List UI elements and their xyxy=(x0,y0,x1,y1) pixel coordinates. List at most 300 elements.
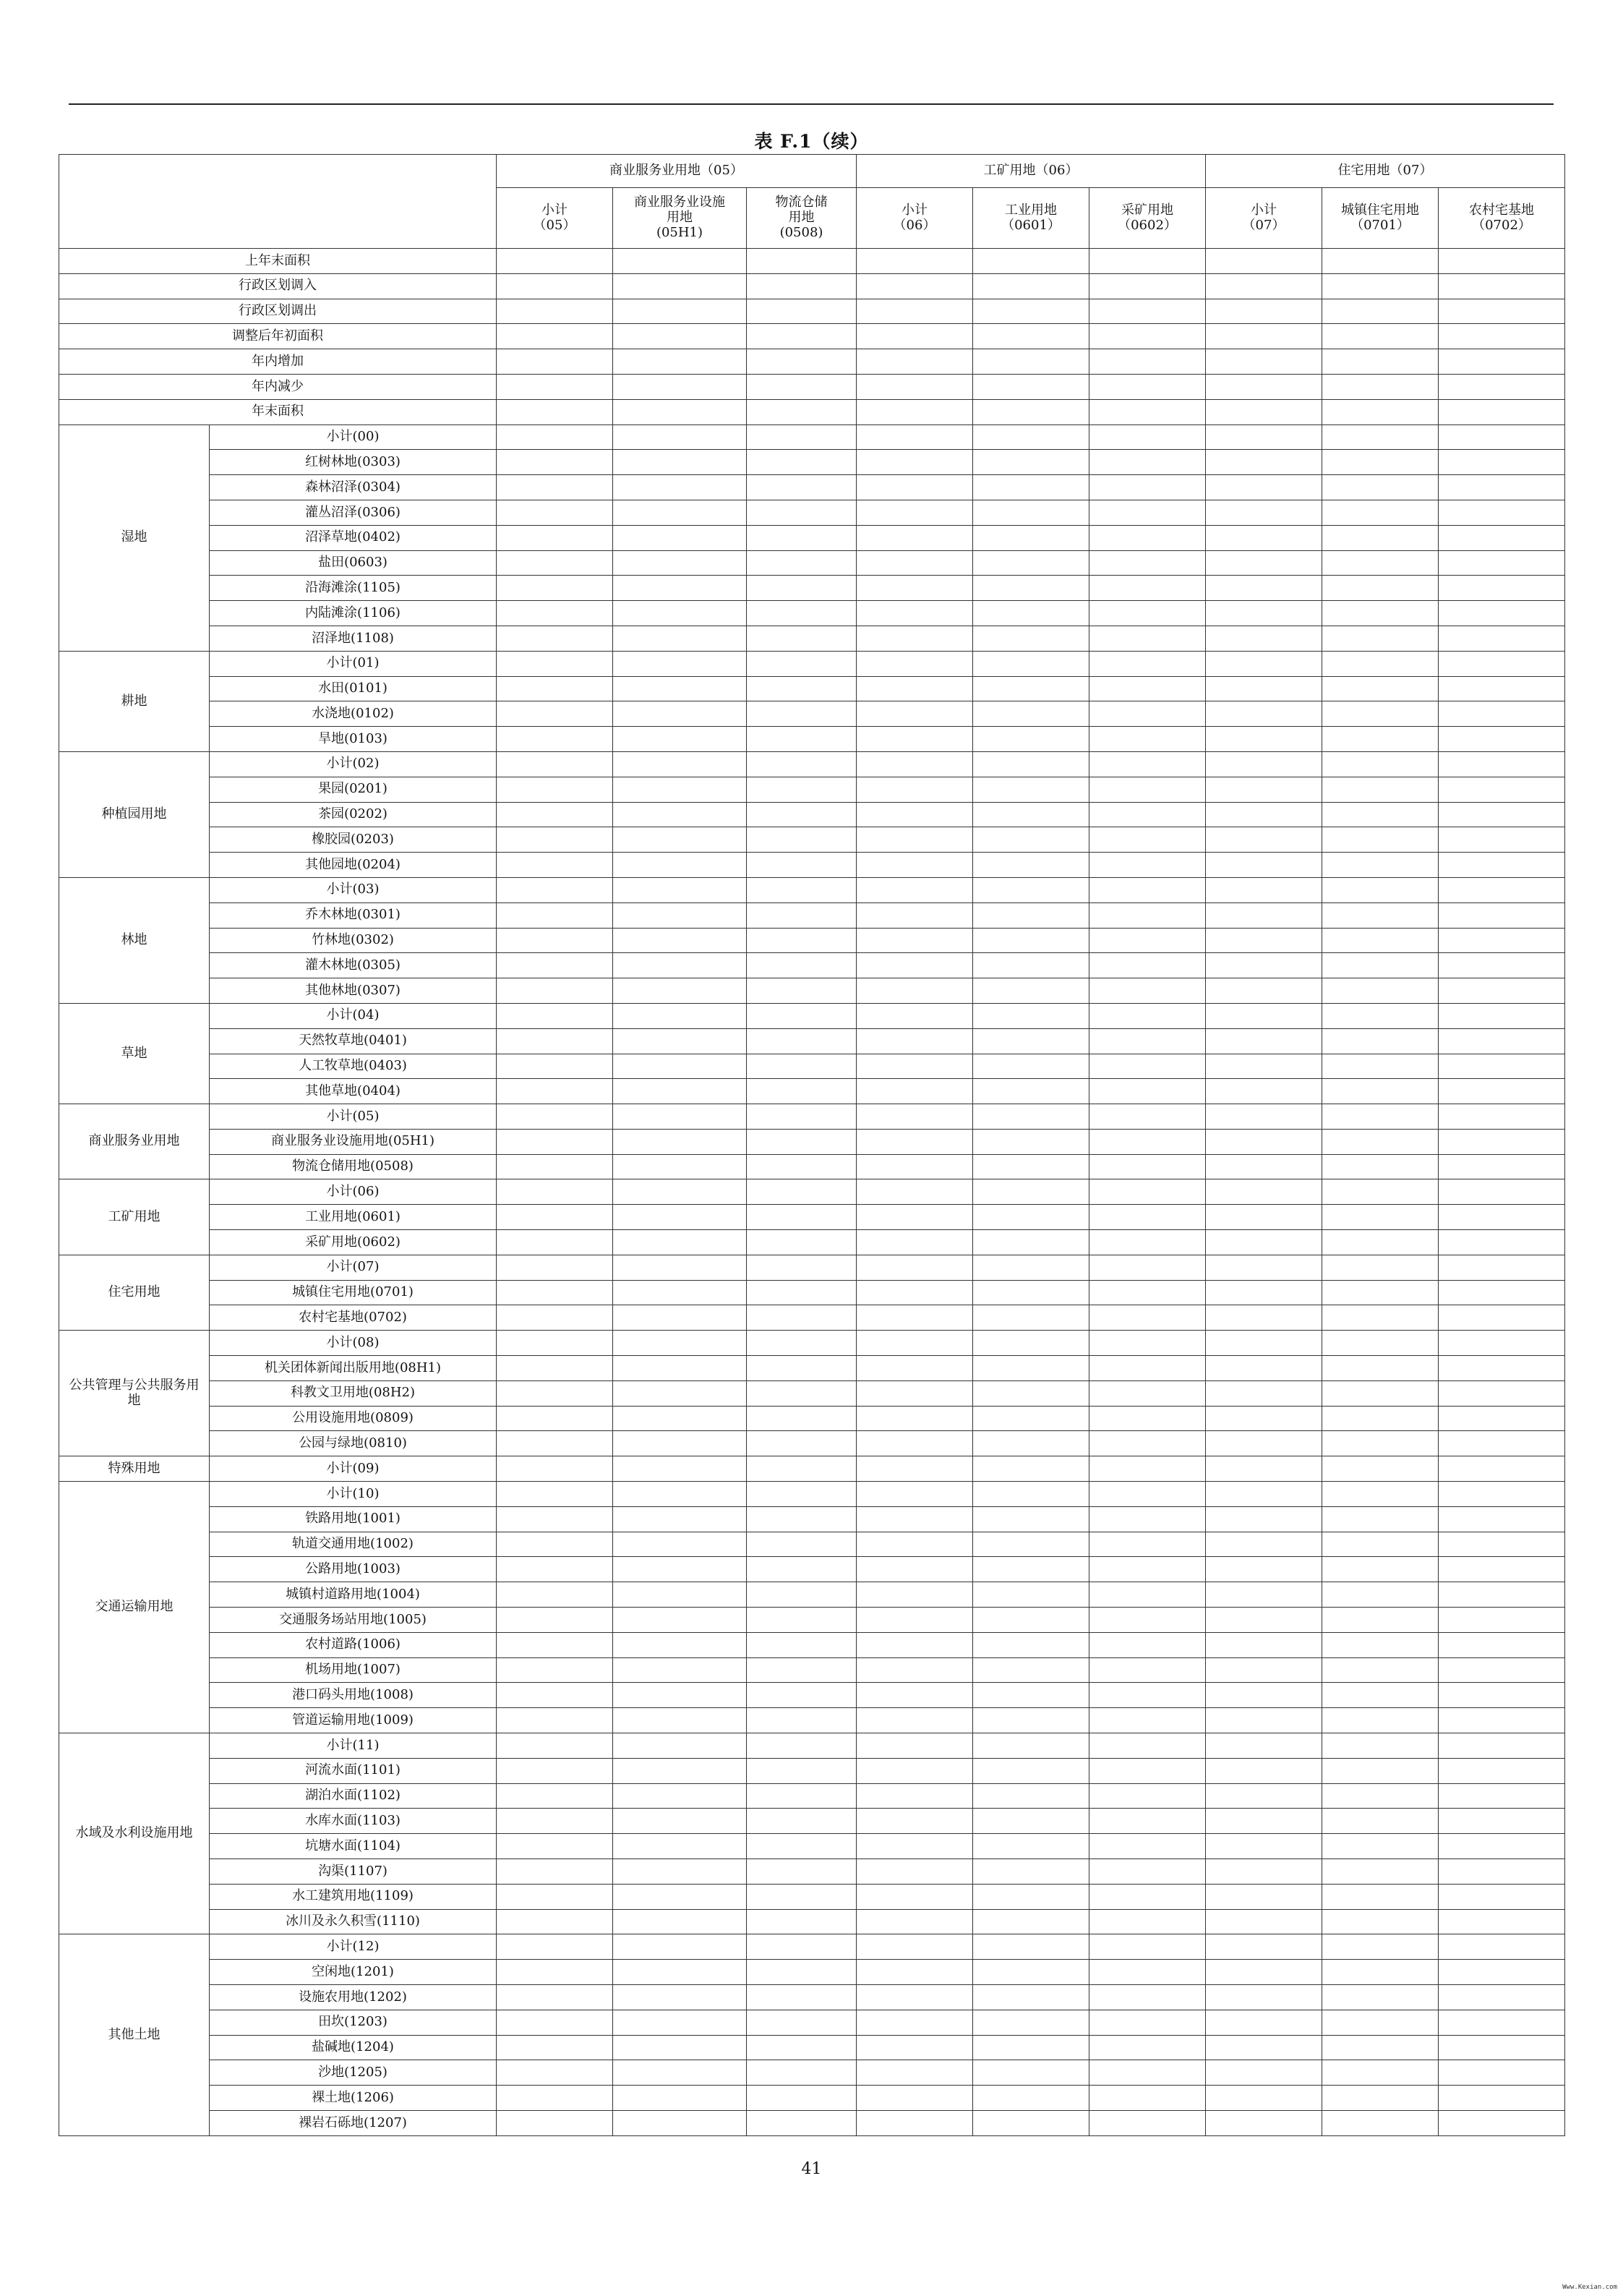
row-label: 小计(07) xyxy=(210,1255,497,1280)
table-cell xyxy=(613,1783,747,1809)
table-cell xyxy=(747,877,857,902)
table-cell xyxy=(747,1331,857,1356)
table-row xyxy=(59,1657,1565,1683)
row-label: 小计(08) xyxy=(210,1331,497,1356)
table-cell xyxy=(1089,827,1206,853)
table-cell xyxy=(1439,249,1565,274)
table-row xyxy=(59,626,1565,651)
table-cell xyxy=(613,374,747,399)
table-cell xyxy=(857,751,973,777)
table-cell xyxy=(747,273,857,299)
table-cell xyxy=(1439,676,1565,701)
table-cell xyxy=(973,1331,1089,1356)
table-cell xyxy=(973,1909,1089,1934)
header-column-line: （0701） xyxy=(1350,217,1410,233)
table-cell xyxy=(1322,2060,1439,2086)
table-cell xyxy=(613,1934,747,1960)
table-cell xyxy=(497,1632,613,1657)
header-column xyxy=(747,188,857,249)
table-cell xyxy=(747,928,857,953)
table-cell xyxy=(747,1305,857,1331)
row-label: 工业用地(0601) xyxy=(210,1205,497,1230)
table-cell xyxy=(1089,1984,1206,2010)
table-cell xyxy=(747,802,857,827)
table-row xyxy=(59,374,1565,399)
table-cell xyxy=(747,2010,857,2035)
table-cell xyxy=(497,1809,613,1834)
table-cell xyxy=(857,2035,973,2060)
table-cell xyxy=(1089,651,1206,676)
table-cell xyxy=(1089,1884,1206,1909)
table-cell xyxy=(613,676,747,701)
table-cell xyxy=(1089,1028,1206,1054)
table-row xyxy=(59,953,1565,978)
table-cell xyxy=(1089,1255,1206,1280)
table-cell xyxy=(973,299,1089,324)
group-label: 耕地 xyxy=(59,651,210,751)
row-label: 其他林地(0307) xyxy=(210,978,497,1004)
table-cell xyxy=(497,701,613,727)
table-cell xyxy=(1206,450,1322,475)
table-cell xyxy=(1439,2035,1565,2060)
table-cell xyxy=(973,877,1089,902)
table-row xyxy=(59,1683,1565,1708)
table-cell xyxy=(497,1582,613,1608)
table-cell xyxy=(1206,424,1322,450)
table-cell xyxy=(747,475,857,500)
row-label: 田坎(1203) xyxy=(210,2010,497,2035)
table-cell xyxy=(747,953,857,978)
table-cell xyxy=(747,1909,857,1934)
table-cell xyxy=(1206,299,1322,324)
table-cell xyxy=(613,2086,747,2111)
table-cell xyxy=(857,1431,973,1456)
table-cell xyxy=(1089,2110,1206,2135)
table-cell xyxy=(747,1255,857,1280)
table-cell xyxy=(613,1079,747,1104)
table-cell xyxy=(1322,2110,1439,2135)
table-cell xyxy=(747,1708,857,1733)
table-cell xyxy=(1322,1129,1439,1154)
table-cell xyxy=(1089,1532,1206,1557)
header-group: 商业服务业用地（05） xyxy=(497,155,857,188)
table-row xyxy=(59,1154,1565,1179)
table-cell xyxy=(973,1230,1089,1255)
table-cell xyxy=(973,1154,1089,1179)
table-cell xyxy=(973,1356,1089,1381)
header-column-line: （07） xyxy=(1242,217,1285,233)
header-column-line: （0602） xyxy=(1118,217,1177,233)
table-cell xyxy=(747,1406,857,1431)
table-row xyxy=(59,1532,1565,1557)
table-cell xyxy=(973,626,1089,651)
table-cell xyxy=(497,1934,613,1960)
row-label: 天然牧草地(0401) xyxy=(210,1028,497,1054)
table-cell xyxy=(1206,2010,1322,2035)
row-label: 河流水面(1101) xyxy=(210,1758,497,1783)
group-label: 水域及水利设施用地 xyxy=(59,1733,210,1934)
table-cell xyxy=(1206,827,1322,853)
table-cell xyxy=(497,1380,613,1406)
table-cell xyxy=(973,1482,1089,1507)
table-cell xyxy=(613,424,747,450)
table-cell xyxy=(1322,273,1439,299)
table-row xyxy=(59,978,1565,1004)
table-cell xyxy=(973,273,1089,299)
table-cell xyxy=(497,1104,613,1130)
table-cell xyxy=(1206,777,1322,802)
table-cell xyxy=(1206,751,1322,777)
table-cell xyxy=(973,1028,1089,1054)
table-cell xyxy=(497,1431,613,1456)
table-cell xyxy=(1322,1054,1439,1079)
table-cell xyxy=(973,1557,1089,1582)
table-cell xyxy=(747,1657,857,1683)
table-cell xyxy=(497,1960,613,1985)
table-cell xyxy=(1322,1431,1439,1456)
table-cell xyxy=(857,2060,973,2086)
table-cell xyxy=(973,1834,1089,1859)
row-label: 机关团体新闻出版用地(08H1) xyxy=(210,1356,497,1381)
header-corner xyxy=(59,155,497,249)
table-cell xyxy=(1089,902,1206,928)
table-cell xyxy=(497,1205,613,1230)
row-label: 茶园(0202) xyxy=(210,802,497,827)
table-cell xyxy=(973,2110,1089,2135)
table-row xyxy=(59,1758,1565,1783)
table-cell xyxy=(1439,1960,1565,1985)
table-cell xyxy=(613,1129,747,1154)
row-label: 乔木林地(0301) xyxy=(210,902,497,928)
table-cell xyxy=(613,877,747,902)
table-cell xyxy=(1089,1406,1206,1431)
table-cell xyxy=(497,1506,613,1532)
table-cell xyxy=(613,1028,747,1054)
table-cell xyxy=(973,1205,1089,1230)
table-cell xyxy=(747,1380,857,1406)
table-cell xyxy=(1439,1028,1565,1054)
table-cell xyxy=(497,877,613,902)
table-cell xyxy=(857,727,973,752)
table-row xyxy=(59,1129,1565,1154)
table-cell xyxy=(857,1079,973,1104)
row-label: 小计(03) xyxy=(210,877,497,902)
table-cell xyxy=(1439,1054,1565,1079)
table-cell xyxy=(857,1909,973,1934)
header-column-line: 小计 xyxy=(1251,202,1277,218)
table-cell xyxy=(497,500,613,525)
table-cell xyxy=(497,1456,613,1482)
table-cell xyxy=(497,1230,613,1255)
table-cell xyxy=(857,249,973,274)
table-cell xyxy=(1206,1582,1322,1608)
table-cell xyxy=(747,902,857,928)
table-cell xyxy=(747,827,857,853)
table-cell xyxy=(857,651,973,676)
table-row xyxy=(59,676,1565,701)
header-column xyxy=(857,188,973,249)
table-cell xyxy=(613,651,747,676)
table-cell xyxy=(1089,299,1206,324)
header-column xyxy=(1089,188,1206,249)
table-cell xyxy=(973,2060,1089,2086)
table-cell xyxy=(497,1154,613,1179)
table-cell xyxy=(857,1608,973,1633)
table-cell xyxy=(747,1028,857,1054)
table-cell xyxy=(1439,1431,1565,1456)
header-column xyxy=(973,188,1089,249)
table-cell xyxy=(973,576,1089,601)
table-cell xyxy=(747,1884,857,1909)
table-cell xyxy=(747,676,857,701)
row-label: 沙地(1205) xyxy=(210,2060,497,2086)
header-rule xyxy=(69,103,1554,105)
table-cell xyxy=(1322,1557,1439,1582)
row-label: 竹林地(0302) xyxy=(210,928,497,953)
table-cell xyxy=(1322,1406,1439,1431)
table-cell xyxy=(747,1557,857,1582)
row-label: 小计(01) xyxy=(210,651,497,676)
table-cell xyxy=(857,802,973,827)
table-cell xyxy=(1089,1104,1206,1130)
table-cell xyxy=(973,1657,1089,1683)
table-cell xyxy=(613,1884,747,1909)
table-cell xyxy=(857,399,973,424)
header-column xyxy=(497,188,613,249)
table-cell xyxy=(497,475,613,500)
table-cell xyxy=(497,1683,613,1708)
table-cell xyxy=(613,1733,747,1759)
table-cell xyxy=(857,1028,973,1054)
table-cell xyxy=(1322,1608,1439,1633)
table-cell xyxy=(1206,1079,1322,1104)
table-cell xyxy=(1322,651,1439,676)
table-cell xyxy=(973,827,1089,853)
table-cell xyxy=(613,550,747,576)
table-cell xyxy=(1206,1205,1322,1230)
table-cell xyxy=(1206,1482,1322,1507)
table-cell xyxy=(1206,1934,1322,1960)
table-cell xyxy=(747,1582,857,1608)
table-cell xyxy=(747,1783,857,1809)
table-cell xyxy=(1089,1934,1206,1960)
table-cell xyxy=(1439,1632,1565,1657)
table-cell xyxy=(857,1406,973,1431)
table-cell xyxy=(747,299,857,324)
table-row xyxy=(59,450,1565,475)
table-cell xyxy=(747,1054,857,1079)
header-column-line: 农村宅基地 xyxy=(1469,202,1534,218)
table-cell xyxy=(1439,651,1565,676)
table-cell xyxy=(1439,1280,1565,1305)
table-cell xyxy=(613,1758,747,1783)
table-cell xyxy=(497,777,613,802)
table-cell xyxy=(1089,626,1206,651)
header-column-line: （06） xyxy=(893,217,936,233)
header-column-line: （0702） xyxy=(1472,217,1531,233)
table-cell xyxy=(857,273,973,299)
table-cell xyxy=(1439,727,1565,752)
table-cell xyxy=(1439,525,1565,550)
table-cell xyxy=(1322,1733,1439,1759)
table-row xyxy=(59,576,1565,601)
row-label: 调整后年初面积 xyxy=(59,324,497,349)
row-label: 水浇地(0102) xyxy=(210,701,497,727)
table-cell xyxy=(1439,1557,1565,1582)
table-cell xyxy=(1089,399,1206,424)
table-cell xyxy=(857,1230,973,1255)
table-cell xyxy=(1089,1230,1206,1255)
table-cell xyxy=(1206,853,1322,878)
table-row xyxy=(59,1230,1565,1255)
table-cell xyxy=(1322,676,1439,701)
table-cell xyxy=(1322,1230,1439,1255)
table-cell xyxy=(857,1934,973,1960)
table-cell xyxy=(747,399,857,424)
table-cell xyxy=(1439,1230,1565,1255)
row-label: 轨道交通用地(1002) xyxy=(210,1532,497,1557)
header-column-line: （0601） xyxy=(1001,217,1061,233)
table-row xyxy=(59,1280,1565,1305)
table-cell xyxy=(857,902,973,928)
table-cell xyxy=(747,1532,857,1557)
table-cell xyxy=(1206,1758,1322,1783)
table-cell xyxy=(973,953,1089,978)
table-cell xyxy=(1322,827,1439,853)
table-cell xyxy=(613,1909,747,1934)
table-cell xyxy=(1206,576,1322,601)
table-row xyxy=(59,1482,1565,1507)
table-cell xyxy=(497,1280,613,1305)
table-cell xyxy=(857,1582,973,1608)
table-cell xyxy=(497,1028,613,1054)
page-number: 41 xyxy=(801,2160,822,2178)
table-cell xyxy=(613,2060,747,2086)
row-label: 城镇村道路用地(1004) xyxy=(210,1582,497,1608)
table-cell xyxy=(747,2110,857,2135)
table-cell xyxy=(1089,727,1206,752)
table-cell xyxy=(1206,2086,1322,2111)
table-cell xyxy=(1206,978,1322,1004)
header-column-line: 小计 xyxy=(541,202,568,218)
table-cell xyxy=(1322,324,1439,349)
header-column-line: 用地 xyxy=(667,210,693,226)
table-cell xyxy=(1206,1054,1322,1079)
table-cell xyxy=(1206,525,1322,550)
table-cell xyxy=(497,525,613,550)
table-row xyxy=(59,1783,1565,1809)
header-group: 工矿用地（06） xyxy=(857,155,1206,188)
table-cell xyxy=(857,877,973,902)
row-label: 港口码头用地(1008) xyxy=(210,1683,497,1708)
table-cell xyxy=(613,2110,747,2135)
table-cell xyxy=(497,1984,613,2010)
header-column-line: 城镇住宅用地 xyxy=(1341,202,1419,218)
row-label: 沼泽草地(0402) xyxy=(210,525,497,550)
header-group: 住宅用地（07） xyxy=(1206,155,1565,188)
table-cell xyxy=(1322,424,1439,450)
table-cell xyxy=(1322,374,1439,399)
table-cell xyxy=(613,827,747,853)
table-cell xyxy=(613,1356,747,1381)
table-cell xyxy=(973,1054,1089,1079)
table-row xyxy=(59,500,1565,525)
table-cell xyxy=(497,1255,613,1280)
table-cell xyxy=(1439,827,1565,853)
table-row xyxy=(59,550,1565,576)
row-label: 物流仓储用地(0508) xyxy=(210,1154,497,1179)
table-cell xyxy=(973,1683,1089,1708)
table-cell xyxy=(1322,1028,1439,1054)
table-row xyxy=(59,1834,1565,1859)
table-cell xyxy=(1089,450,1206,475)
table-cell xyxy=(1089,424,1206,450)
table-cell xyxy=(973,1431,1089,1456)
table-cell xyxy=(497,249,613,274)
table-cell xyxy=(1439,1003,1565,1028)
table-cell xyxy=(613,978,747,1004)
table-cell xyxy=(1089,2086,1206,2111)
table-cell xyxy=(1439,1205,1565,1230)
table-cell xyxy=(1322,1532,1439,1557)
table-cell xyxy=(497,1884,613,1909)
row-label: 盐田(0603) xyxy=(210,550,497,576)
table-cell xyxy=(497,1054,613,1079)
table-cell xyxy=(1439,2010,1565,2035)
table-row xyxy=(59,1708,1565,1733)
table-cell xyxy=(1089,1758,1206,1783)
table-cell xyxy=(973,1758,1089,1783)
table-cell xyxy=(497,2035,613,2060)
table-cell xyxy=(747,1608,857,1633)
table-cell xyxy=(857,349,973,375)
table-cell xyxy=(857,701,973,727)
table-cell xyxy=(497,273,613,299)
table-cell xyxy=(973,2086,1089,2111)
table-cell xyxy=(973,1960,1089,1985)
table-cell xyxy=(1322,1984,1439,2010)
table-cell xyxy=(973,701,1089,727)
table-cell xyxy=(1089,249,1206,274)
table-cell xyxy=(497,1859,613,1885)
table-row xyxy=(59,827,1565,853)
table-cell xyxy=(747,1834,857,1859)
table-cell xyxy=(497,2010,613,2035)
table-row xyxy=(59,475,1565,500)
table-cell xyxy=(497,450,613,475)
row-label: 裸岩石砾地(1207) xyxy=(210,2110,497,2135)
table-cell xyxy=(747,1809,857,1834)
table-cell xyxy=(1439,374,1565,399)
table-cell xyxy=(497,324,613,349)
table-cell xyxy=(747,1632,857,1657)
table-row xyxy=(59,1934,1565,1960)
table-cell xyxy=(1089,273,1206,299)
table-cell xyxy=(1322,1456,1439,1482)
table-cell xyxy=(1322,500,1439,525)
row-label: 裸土地(1206) xyxy=(210,2086,497,2111)
table-cell xyxy=(1089,1154,1206,1179)
header-column-line: （05） xyxy=(533,217,576,233)
table-cell xyxy=(1206,727,1322,752)
table-cell xyxy=(1089,1129,1206,1154)
table-cell xyxy=(857,424,973,450)
table-cell xyxy=(1089,1482,1206,1507)
table-cell xyxy=(857,1708,973,1733)
table-cell xyxy=(1439,626,1565,651)
table-cell xyxy=(1439,500,1565,525)
table-cell xyxy=(497,1482,613,1507)
